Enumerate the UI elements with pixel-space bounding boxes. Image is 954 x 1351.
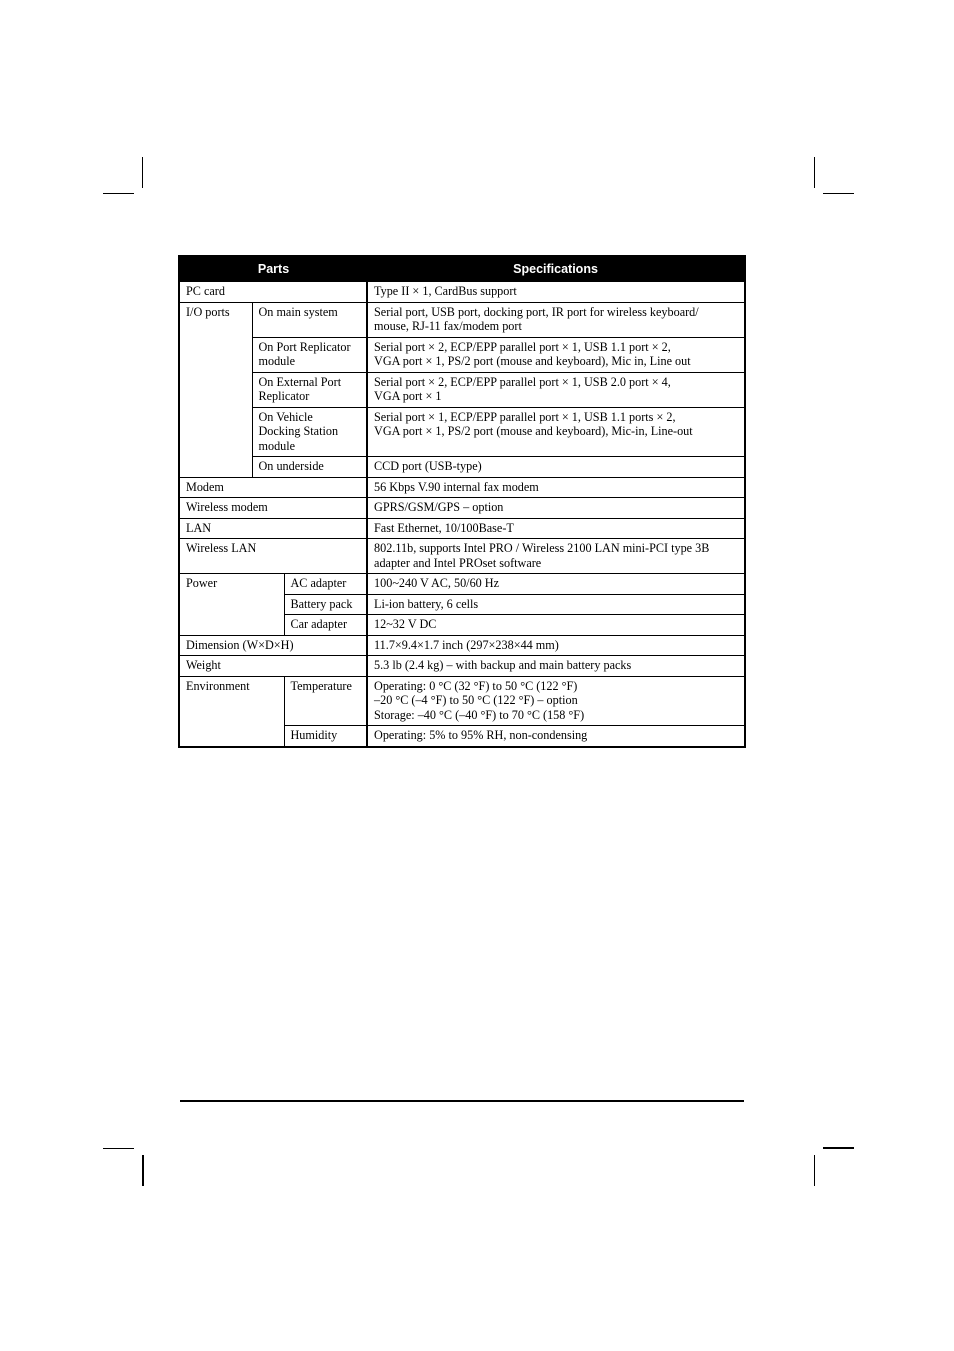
sub-part-label: On External Port Replicator [252,372,367,407]
part-label: Weight [179,656,367,677]
spec-value: Serial port × 2, ECP/EPP parallel port × 1, USB 2.0 port × 4, VGA port × 1 [367,372,745,407]
part-label: Wireless LAN [179,539,367,574]
crop-mark-top-right-horizontal [823,193,854,194]
table-header-row [179,256,745,282]
spec-value: Type II × 1, CardBus support [367,282,745,303]
parts-column-header: Parts [179,256,367,282]
spec-value: CCD port (USB-type) [367,457,745,478]
sub-part-label: Battery pack [284,594,367,615]
spec-value: Operating: 0 °C (32 °F) to 50 °C (122 °F) –20 °C (–4 °F) to 50 °C (122 °F) – option Storage: –40 °C (–40 °F) to 70 °C (158 °F) [367,676,745,726]
table-row [179,372,745,407]
spec-value: Serial port × 2, ECP/EPP parallel port × 1, USB 1.1 port × 2, VGA port × 1, PS/2 port (mouse and keyboard), Mic in, Line out [367,337,745,372]
table-row [179,539,745,574]
sub-part-label: On Vehicle Docking Station module [252,407,367,457]
part-label: Power [179,574,284,636]
spec-value: GPRS/GSM/GPS – option [367,498,745,519]
table-row [179,574,745,595]
table-row [179,477,745,498]
footer-rule [180,1100,744,1102]
crop-mark-bottom-left-horizontal [103,1148,134,1149]
specifications-column-header: Specifications [367,256,745,282]
part-label: Environment [179,676,284,747]
specifications-table [178,255,746,748]
sub-part-label: Humidity [284,726,367,747]
sub-part-label: Temperature [284,676,367,726]
sub-part-label: On main system [252,302,367,337]
part-label: Dimension (W×D×H) [179,635,367,656]
spec-value: Li-ion battery, 6 cells [367,594,745,615]
part-label: Wireless modem [179,498,367,519]
spec-value: 12~32 V DC [367,615,745,636]
crop-mark-bottom-right-vertical [814,1155,815,1186]
table-row [179,282,745,303]
table-row [179,635,745,656]
sub-part-label: AC adapter [284,574,367,595]
table-row [179,656,745,677]
spec-value: 5.3 lb (2.4 kg) – with backup and main battery packs [367,656,745,677]
table-row [179,498,745,519]
table-row [179,302,745,337]
table-row [179,676,745,726]
crop-mark-top-left-vertical [142,157,143,188]
spec-value: 100~240 V AC, 50/60 Hz [367,574,745,595]
crop-mark-top-right-vertical [814,157,815,188]
sub-part-label: Car adapter [284,615,367,636]
table-row [179,407,745,457]
table-row [179,457,745,478]
part-label: I/O ports [179,302,252,477]
spec-value: Serial port × 1, ECP/EPP parallel port × 1, USB 1.1 ports × 2, VGA port × 1, PS/2 port (mouse and keyboard), Mic-in, Line-out [367,407,745,457]
spec-value: 11.7×9.4×1.7 inch (297×238×44 mm) [367,635,745,656]
part-label: LAN [179,518,367,539]
spec-value: Fast Ethernet, 10/100Base-T [367,518,745,539]
spec-value: Serial port, USB port, docking port, IR port for wireless keyboard/ mouse, RJ-11 fax/modem port [367,302,745,337]
part-label: Modem [179,477,367,498]
spec-value: 802.11b, supports Intel PRO / Wireless 2100 LAN mini-PCI type 3B adapter and Intel PROset software [367,539,745,574]
spec-value: 56 Kbps V.90 internal fax modem [367,477,745,498]
table-row [179,518,745,539]
part-label: PC card [179,282,367,303]
sub-part-label: On Port Replicator module [252,337,367,372]
spec-value: Operating: 5% to 95% RH, non-condensing [367,726,745,747]
crop-mark-bottom-right-horizontal [823,1147,854,1149]
crop-mark-top-left-horizontal [103,193,134,194]
sub-part-label: On underside [252,457,367,478]
crop-mark-bottom-left-vertical [142,1155,144,1186]
table-row [179,337,745,372]
